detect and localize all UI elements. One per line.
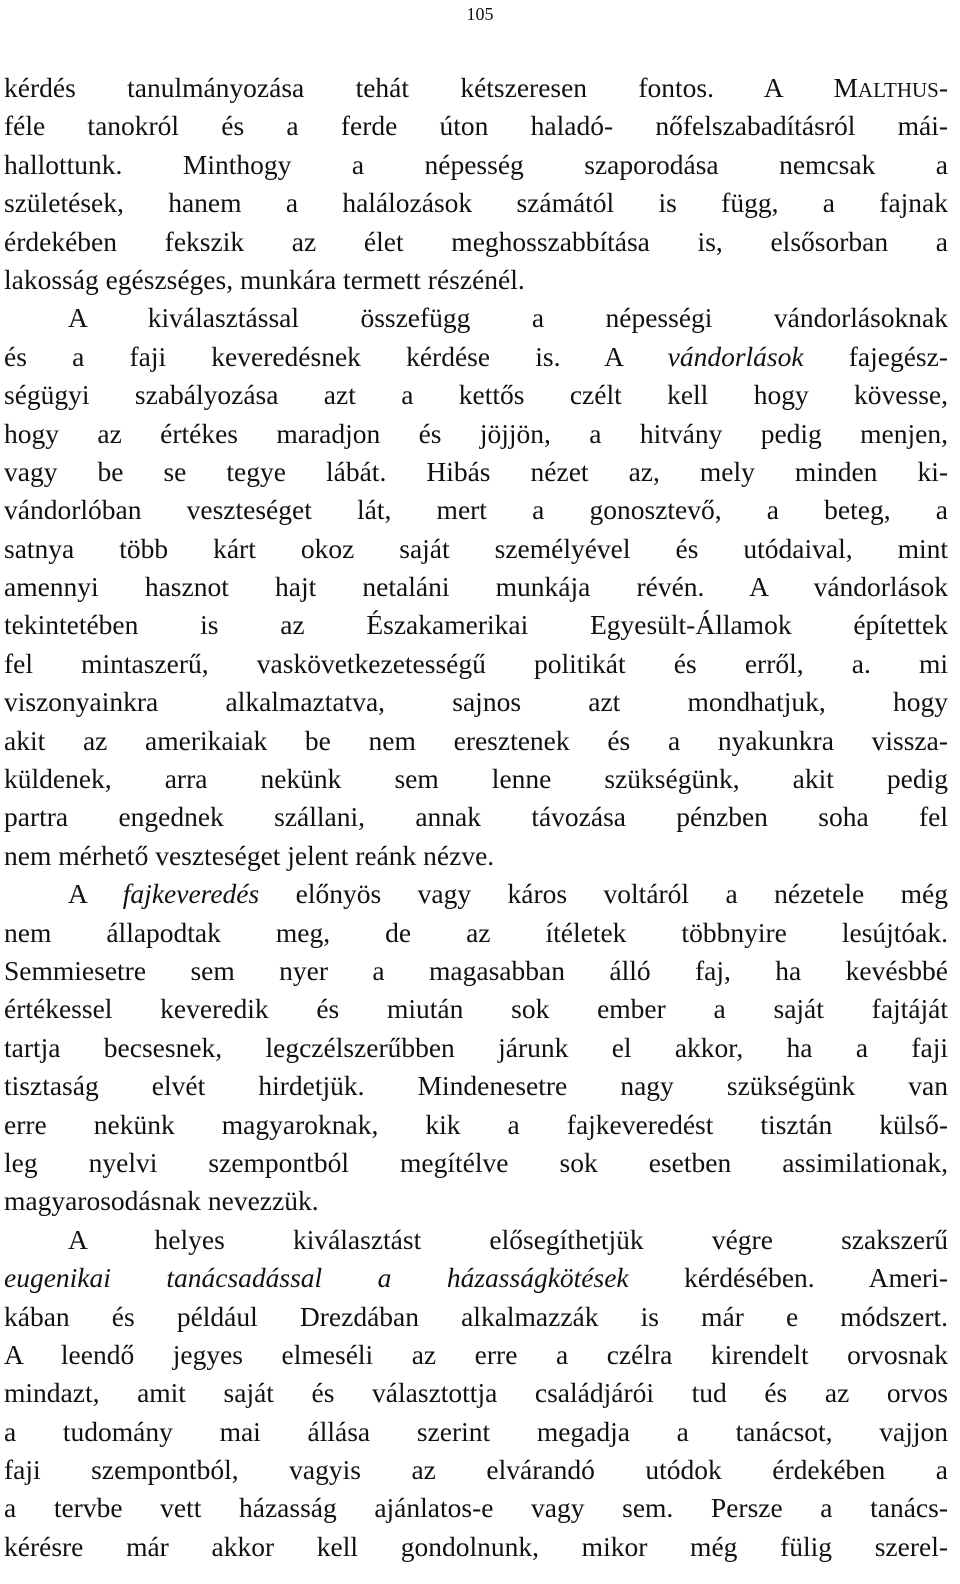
italic-text-run: vándorlások: [667, 340, 804, 372]
text-run: A: [68, 878, 123, 910]
text-line: [4, 837, 948, 875]
text-run: vagy be se tegye lábát. Hibás nézet az, mely minden ki-: [4, 455, 948, 487]
text-run: A leendő jegyes elmeséli az erre a czélra kirendelt orvosnak: [4, 1338, 948, 1370]
text-run: Semmiesetre sem nyer a magasabban álló faj, ha kevésbbé: [4, 954, 948, 986]
text-line: [4, 530, 948, 568]
text-line: [4, 261, 948, 299]
text-line: [4, 645, 948, 683]
text-line: [4, 1182, 948, 1220]
page-number: 105: [466, 4, 494, 24]
text-run: érdekében fekszik az élet meghosszabbítása is, elsősorban a: [4, 225, 948, 257]
text-line: [4, 107, 948, 145]
text-line: [4, 223, 948, 261]
text-line: [4, 606, 948, 644]
text-line: [4, 1144, 948, 1182]
text-run: féle tanokról és a ferde úton haladó- nőfelszabadításról mái-: [4, 110, 948, 142]
small-caps-text-run: ALTHUS: [857, 78, 939, 102]
text-run: fel mintaszerű, vaskövetkezetességű politikát és erről, a. mi: [4, 647, 948, 679]
text-line: [4, 952, 948, 990]
text-run: faji szempontból, vagyis az elvárandó utódok érdekében a: [4, 1454, 948, 1486]
text-run: kérdés tanulmányozása tehát kétszeresen fontos. A M: [4, 72, 858, 103]
italic-text-run: eugenikai tanácsadással a házasságkötések: [4, 1262, 629, 1294]
text-run: fajegész-: [803, 340, 948, 372]
text-run: nem mérhető veszteséget jelent reánk nézve.: [4, 839, 495, 871]
text-line: [4, 1259, 948, 1297]
text-line: [4, 1067, 948, 1105]
text-line: [4, 1298, 948, 1336]
text-run: kában és például Drezdában alkalmazzák is már e módszert.: [4, 1300, 948, 1332]
text-line: [4, 146, 948, 184]
text-run: lakosság egészséges, munkára termett részénél.: [4, 263, 525, 295]
text-run: és a faji keveredésnek kérdése is. A: [4, 340, 668, 372]
text-line: [4, 184, 948, 222]
text-run: kérdésében. Ameri-: [628, 1262, 949, 1294]
text-line: [4, 1106, 948, 1144]
text-run: előnyös vagy káros voltáról a nézetele még: [259, 878, 949, 910]
text-run: A helyes kiválasztást elősegíthetjük végre szakszerű: [68, 1223, 948, 1255]
text-run: küldenek, arra nekünk sem lenne szükségünk, akit pedig: [4, 763, 948, 795]
text-line: [4, 1374, 948, 1412]
text-line: [4, 453, 948, 491]
text-line: [4, 1029, 948, 1067]
text-line: [4, 1413, 948, 1451]
text-line: [4, 760, 948, 798]
text-run: leg nyelvi szempontból megítélve sok esetben assimilationak,: [4, 1146, 948, 1178]
text-run: nem állapodtak meg, de az ítéletek többnyire lesújtóak.: [4, 916, 948, 948]
text-run: amennyi hasznot hajt netaláni munkája révén. A vándorlások: [4, 571, 948, 603]
text-line: [4, 914, 948, 952]
text-line: [4, 990, 948, 1028]
text-line: [4, 875, 948, 913]
text-line: [4, 1221, 948, 1259]
text-run: tekintetében is az Északamerikai Egyesült-Államok építettek: [4, 609, 948, 641]
text-run: ségügyi szabályozása azt a kettős czélt kell hogy kövesse,: [4, 379, 948, 411]
text-line: [4, 1336, 948, 1374]
text-run: hallottunk. Minthogy a népesség szaporodása nemcsak a: [4, 148, 948, 180]
text-run: magyarosodásnak nevezzük.: [4, 1185, 319, 1217]
text-line: [4, 683, 948, 721]
text-line: [4, 1528, 948, 1566]
italic-text-run: fajkeveredés: [122, 878, 260, 910]
body-text: [4, 69, 948, 1566]
text-line: [4, 568, 948, 606]
text-line: [4, 798, 948, 836]
text-run: -: [938, 72, 948, 103]
text-run: kérésre már akkor kell gondolnunk, mikor még fülig szerel-: [4, 1530, 948, 1562]
text-line: [4, 69, 948, 107]
text-run: a tervbe vett házasság ajánlatos-e vagy sem. Persze a tanács-: [4, 1492, 948, 1524]
text-line: [4, 415, 948, 453]
text-run: hogy az értékes maradjon és jöjjön, a hitvány pedig menjen,: [4, 417, 948, 449]
text-run: erre nekünk magyaroknak, kik a fajkeveredést tisztán külső-: [4, 1108, 948, 1140]
text-line: [4, 722, 948, 760]
text-line: [4, 491, 948, 529]
text-run: tartja becsesnek, legczélszerűbben járunk el akkor, ha a faji: [4, 1031, 948, 1063]
text-run: viszonyainkra alkalmaztatva, sajnos azt mondhatjuk, hogy: [4, 686, 948, 718]
text-run: a tudomány mai állása szerint megadja a tanácsot, vajjon: [4, 1415, 948, 1447]
text-line: [4, 299, 948, 337]
text-run: partra engednek szállani, annak távozása pénzben soha fel: [4, 801, 948, 833]
text-line: [4, 338, 948, 376]
text-line: [4, 1451, 948, 1489]
text-run: értékessel keveredik és miután sok ember a saját fajtáját: [4, 993, 948, 1025]
text-run: akit az amerikaiak be nem eresztenek és a nyakunkra vissza-: [4, 724, 948, 756]
text-run: satnya több kárt okoz saját személyével és utódaival, mint: [4, 532, 948, 564]
text-line: [4, 1489, 948, 1527]
text-run: A kiválasztással összefügg a népességi vándorlásoknak: [68, 302, 948, 334]
text-run: születések, hanem a halálozások számától is függ, a fajnak: [4, 187, 948, 219]
text-run: vándorlóban veszteséget lát, mert a gonosztevő, a beteg, a: [4, 494, 948, 526]
text-run: tisztaság elvét hirdetjük. Mindenesetre nagy szükségünk van: [4, 1070, 948, 1102]
text-run: mindazt, amit saját és választottja családjárói tud és az orvos: [4, 1377, 948, 1409]
text-line: [4, 376, 948, 414]
